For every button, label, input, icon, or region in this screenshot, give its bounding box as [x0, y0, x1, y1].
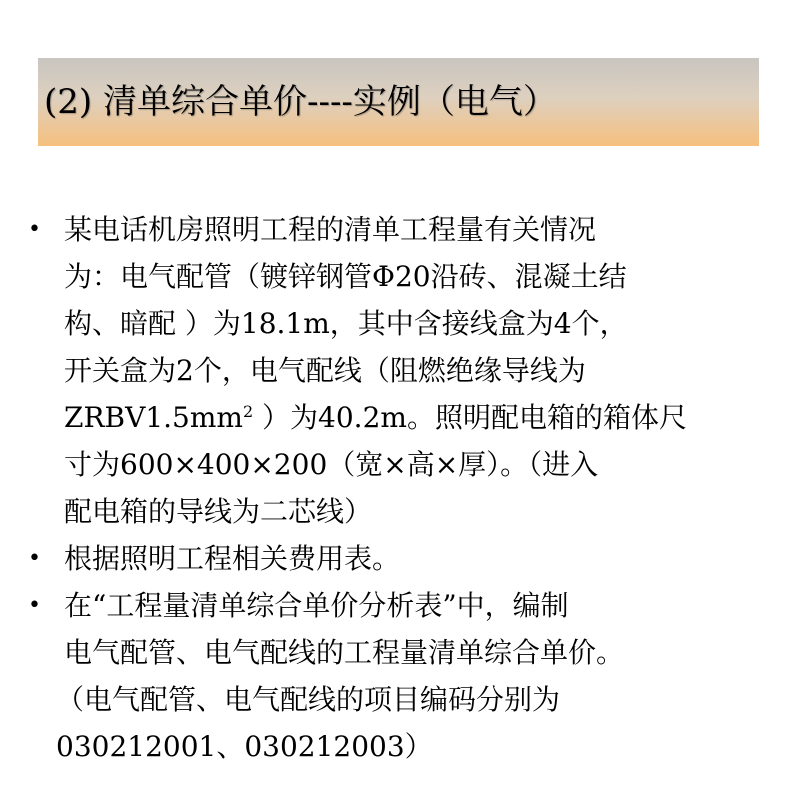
bullet-dot-icon: • [28, 546, 41, 571]
text-line: （电气配管、电气配线的项目编码分别为 [56, 683, 561, 716]
text-line: 根据照明工程相关费用表。 [64, 542, 401, 575]
bullet-dot-icon: • [28, 593, 41, 618]
title-bar [38, 58, 759, 146]
bullet-dot-icon: • [28, 217, 41, 242]
slide-title: (2) 清单综合单价----实例（电气） [44, 82, 557, 122]
text-line [64, 394, 772, 441]
wire-spec: ZRBV1.5mm [64, 401, 243, 434]
content-area [22, 206, 772, 770]
text-line: 开关盒为2个，电气配线（阻燃绝缘导线为 [64, 354, 586, 387]
bullet-item-3 [22, 582, 772, 770]
text-line: 寸为600×400×200（宽×高×厚）。（进入 [64, 448, 599, 481]
superscript-2: 2 [242, 402, 254, 421]
text-line: 030212001、030212003） [56, 730, 433, 763]
bullet-item-1 [22, 206, 772, 535]
text-line: 电气配管、电气配线的工程量清单综合单价。 [64, 636, 625, 669]
wire-length-text: ）为40.2m。照明配电箱的箱体尺 [253, 401, 687, 434]
text-line: 某电话机房照明工程的清单工程量有关情况 [64, 213, 597, 246]
text-line: 在“工程量清单综合单价分析表”中，编制 [64, 589, 569, 622]
text-line: 构、暗配 ）为18.1m，其中含接线盒为4个， [64, 307, 628, 340]
text-line: 配电箱的导线为二芯线） [64, 495, 373, 528]
bullet-item-2 [22, 535, 772, 582]
text-line: 为：电气配管（镀锌钢管Φ20沿砖、混凝土结 [64, 260, 627, 293]
